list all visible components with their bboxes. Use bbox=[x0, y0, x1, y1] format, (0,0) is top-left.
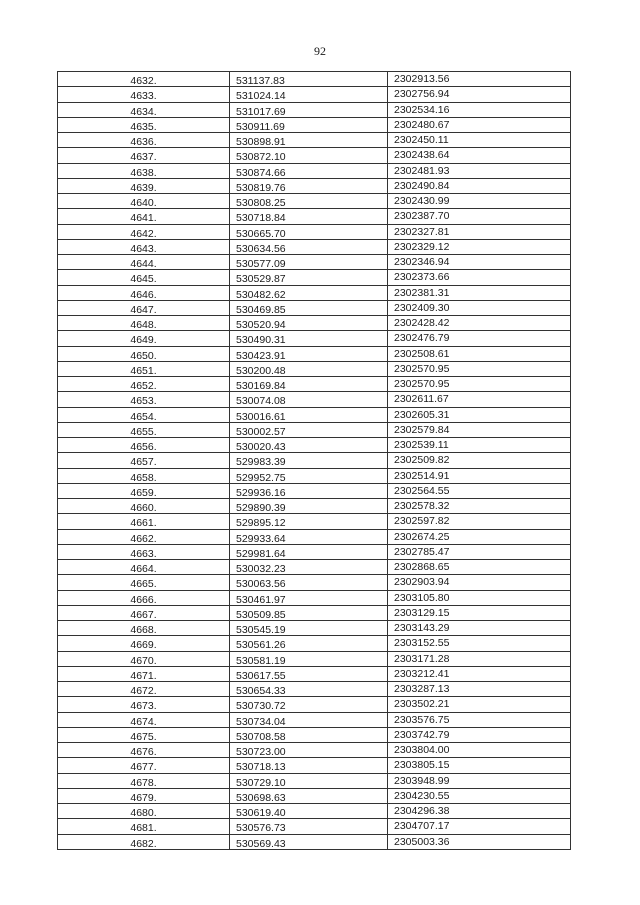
y-coordinate-cell: 2302570.95 bbox=[394, 362, 450, 375]
y-coordinate-cell: 2303804.00 bbox=[394, 744, 450, 756]
y-coordinate-cell: 2302570.95 bbox=[394, 378, 450, 390]
point-number-cell: 4680. bbox=[58, 804, 230, 818]
x-coordinate-cell: 530654.33 bbox=[230, 682, 388, 696]
x-coordinate-cell: 530808.25 bbox=[230, 194, 388, 208]
y-coordinate-cell: 2302329.12 bbox=[394, 240, 450, 253]
x-coordinate-cell: 530874.66 bbox=[230, 164, 388, 178]
table-row bbox=[58, 819, 570, 834]
table-row bbox=[58, 545, 570, 560]
x-coordinate-cell: 530490.31 bbox=[230, 331, 388, 345]
table-row bbox=[58, 423, 570, 438]
y-coordinate-cell: 2303212.41 bbox=[394, 667, 450, 680]
y-coordinate-cell: 2302387.70 bbox=[394, 210, 450, 223]
x-coordinate-cell: 530718.84 bbox=[230, 209, 388, 223]
x-coordinate-cell: 530723.00 bbox=[230, 743, 388, 757]
y-coordinate-cell: 2304296.38 bbox=[394, 805, 450, 817]
y-coordinate-cell: 2303948.99 bbox=[394, 774, 450, 787]
y-coordinate-cell: 2303171.28 bbox=[394, 652, 450, 665]
y-coordinate-cell: 2303287.13 bbox=[394, 683, 450, 695]
table-row bbox=[58, 377, 570, 392]
x-coordinate-cell: 530529.87 bbox=[230, 270, 388, 284]
point-number-cell: 4649. bbox=[58, 331, 230, 345]
point-number-cell: 4639. bbox=[58, 179, 230, 193]
table-row bbox=[58, 667, 570, 682]
table-row bbox=[58, 835, 570, 850]
y-coordinate-cell: 2302868.65 bbox=[394, 561, 450, 573]
table-row bbox=[58, 514, 570, 529]
table-row bbox=[58, 103, 570, 118]
y-coordinate-cell: 2302597.82 bbox=[394, 515, 450, 528]
y-coordinate-cell: 2302476.79 bbox=[394, 332, 450, 345]
y-coordinate-cell: 2302514.91 bbox=[394, 469, 450, 482]
x-coordinate-cell: 530569.43 bbox=[230, 835, 388, 849]
point-number-cell: 4660. bbox=[58, 499, 230, 513]
x-coordinate-cell: 530872.10 bbox=[230, 148, 388, 162]
y-coordinate-cell: 2303143.29 bbox=[394, 622, 450, 634]
x-coordinate-cell: 530911.69 bbox=[230, 118, 388, 132]
x-coordinate-cell: 530002.57 bbox=[230, 423, 388, 437]
point-number-cell: 4678. bbox=[58, 774, 230, 788]
x-coordinate-cell: 530561.26 bbox=[230, 636, 388, 650]
x-coordinate-cell: 530617.55 bbox=[230, 667, 388, 681]
table-row bbox=[58, 240, 570, 255]
table-row bbox=[58, 331, 570, 346]
x-coordinate-cell: 530423.91 bbox=[230, 347, 388, 361]
x-coordinate-cell: 530708.58 bbox=[230, 728, 388, 742]
table-row bbox=[58, 209, 570, 224]
x-coordinate-cell: 530718.13 bbox=[230, 758, 388, 772]
point-number-cell: 4654. bbox=[58, 408, 230, 422]
point-number-cell: 4682. bbox=[58, 835, 230, 849]
x-coordinate-cell: 530734.04 bbox=[230, 713, 388, 727]
x-coordinate-cell: 530482.62 bbox=[230, 286, 388, 300]
x-coordinate-cell: 529952.75 bbox=[230, 469, 388, 483]
point-number-cell: 4637. bbox=[58, 148, 230, 162]
x-coordinate-cell: 530729.10 bbox=[230, 774, 388, 788]
x-coordinate-cell: 530581.19 bbox=[230, 652, 388, 666]
point-number-cell: 4642. bbox=[58, 225, 230, 239]
table-row bbox=[58, 713, 570, 728]
y-coordinate-cell: 2302481.93 bbox=[394, 164, 450, 177]
point-number-cell: 4665. bbox=[58, 575, 230, 589]
y-coordinate-cell: 2302913.56 bbox=[394, 73, 450, 85]
point-number-cell: 4655. bbox=[58, 423, 230, 437]
x-coordinate-cell: 530577.09 bbox=[230, 255, 388, 269]
x-coordinate-cell: 531024.14 bbox=[230, 87, 388, 101]
y-coordinate-cell: 2302346.94 bbox=[394, 256, 450, 268]
point-number-cell: 4670. bbox=[58, 652, 230, 666]
x-coordinate-cell: 530469.85 bbox=[230, 301, 388, 315]
table-row bbox=[58, 438, 570, 453]
table-row bbox=[58, 347, 570, 362]
point-number-cell: 4675. bbox=[58, 728, 230, 742]
y-coordinate-cell: 2302509.82 bbox=[394, 454, 450, 467]
y-coordinate-cell: 2302430.99 bbox=[394, 195, 450, 207]
x-coordinate-cell: 529895.12 bbox=[230, 514, 388, 528]
point-number-cell: 4677. bbox=[58, 758, 230, 772]
x-coordinate-cell: 530898.91 bbox=[230, 133, 388, 147]
y-coordinate-cell: 2302450.11 bbox=[394, 134, 449, 146]
point-number-cell: 4671. bbox=[58, 667, 230, 681]
x-coordinate-cell: 530545.19 bbox=[230, 621, 388, 635]
x-coordinate-cell: 529983.39 bbox=[230, 453, 388, 467]
coordinates-table bbox=[57, 71, 571, 850]
point-number-cell: 4634. bbox=[58, 103, 230, 117]
y-coordinate-cell: 2304707.17 bbox=[394, 820, 450, 833]
point-number-cell: 4643. bbox=[58, 240, 230, 254]
y-coordinate-cell: 2304230.55 bbox=[394, 789, 450, 802]
table-row bbox=[58, 758, 570, 773]
table-row bbox=[58, 697, 570, 712]
table-row bbox=[58, 148, 570, 163]
y-coordinate-cell: 2302539.11 bbox=[394, 439, 449, 451]
y-coordinate-cell: 2302578.32 bbox=[394, 500, 450, 512]
y-coordinate-cell: 2302756.94 bbox=[394, 88, 450, 101]
y-coordinate-cell: 2303502.21 bbox=[394, 698, 450, 711]
x-coordinate-cell: 530016.61 bbox=[230, 408, 388, 422]
table-row bbox=[58, 316, 570, 331]
x-coordinate-cell: 530200.48 bbox=[230, 362, 388, 376]
x-coordinate-cell: 530665.70 bbox=[230, 225, 388, 239]
point-number-cell: 4636. bbox=[58, 133, 230, 147]
y-coordinate-cell: 2302785.47 bbox=[394, 545, 450, 558]
point-number-cell: 4667. bbox=[58, 606, 230, 620]
y-coordinate-cell: 2302605.31 bbox=[394, 408, 450, 421]
x-coordinate-cell: 530619.40 bbox=[230, 804, 388, 818]
point-number-cell: 4657. bbox=[58, 453, 230, 467]
point-number-cell: 4651. bbox=[58, 362, 230, 376]
y-coordinate-cell: 2303805.15 bbox=[394, 759, 450, 772]
table-row bbox=[58, 225, 570, 240]
y-coordinate-cell: 2302490.84 bbox=[394, 179, 450, 192]
table-row bbox=[58, 118, 570, 133]
table-row bbox=[58, 743, 570, 758]
point-number-cell: 4666. bbox=[58, 591, 230, 605]
y-coordinate-cell: 2302409.30 bbox=[394, 301, 450, 314]
x-coordinate-cell: 530169.84 bbox=[230, 377, 388, 391]
page-number: 92 bbox=[314, 44, 326, 58]
y-coordinate-cell: 2302564.55 bbox=[394, 484, 450, 497]
table-row bbox=[58, 621, 570, 636]
y-coordinate-cell: 2302508.61 bbox=[394, 347, 450, 360]
point-number-cell: 4647. bbox=[58, 301, 230, 315]
x-coordinate-cell: 529933.64 bbox=[230, 530, 388, 544]
x-coordinate-cell: 530020.43 bbox=[230, 438, 388, 452]
point-number-cell: 4673. bbox=[58, 697, 230, 711]
point-number-cell: 4644. bbox=[58, 255, 230, 269]
table-row bbox=[58, 636, 570, 651]
point-number-cell: 4646. bbox=[58, 286, 230, 300]
point-number-cell: 4669. bbox=[58, 636, 230, 650]
y-coordinate-cell: 2302381.31 bbox=[394, 286, 450, 299]
table-row bbox=[58, 72, 570, 87]
table-row bbox=[58, 728, 570, 743]
y-coordinate-cell: 2303129.15 bbox=[394, 606, 450, 619]
y-coordinate-cell: 2303105.80 bbox=[394, 591, 450, 604]
table-row bbox=[58, 530, 570, 545]
table-row bbox=[58, 652, 570, 667]
table-row bbox=[58, 179, 570, 194]
point-number-cell: 4658. bbox=[58, 469, 230, 483]
table-row bbox=[58, 194, 570, 209]
table-row bbox=[58, 469, 570, 484]
table-row bbox=[58, 484, 570, 499]
point-number-cell: 4664. bbox=[58, 560, 230, 574]
y-coordinate-cell: 2302428.42 bbox=[394, 317, 450, 329]
table-row bbox=[58, 408, 570, 423]
x-coordinate-cell: 531017.69 bbox=[230, 103, 388, 117]
x-coordinate-cell: 530461.97 bbox=[230, 591, 388, 605]
x-coordinate-cell: 530074.08 bbox=[230, 392, 388, 406]
x-coordinate-cell: 530698.63 bbox=[230, 789, 388, 803]
x-coordinate-cell: 530819.76 bbox=[230, 179, 388, 193]
point-number-cell: 4641. bbox=[58, 209, 230, 223]
point-number-cell: 4653. bbox=[58, 392, 230, 406]
y-coordinate-cell: 2302438.64 bbox=[394, 149, 450, 162]
y-coordinate-cell: 2303742.79 bbox=[394, 728, 450, 741]
x-coordinate-cell: 530730.72 bbox=[230, 697, 388, 711]
x-coordinate-cell: 530576.73 bbox=[230, 819, 388, 833]
point-number-cell: 4633. bbox=[58, 87, 230, 101]
y-coordinate-cell: 2302579.84 bbox=[394, 423, 450, 436]
x-coordinate-cell: 529890.39 bbox=[230, 499, 388, 513]
point-number-cell: 4638. bbox=[58, 164, 230, 178]
point-number-cell: 4662. bbox=[58, 530, 230, 544]
point-number-cell: 4668. bbox=[58, 621, 230, 635]
point-number-cell: 4632. bbox=[58, 72, 230, 86]
point-number-cell: 4672. bbox=[58, 682, 230, 696]
y-coordinate-cell: 2302611.67 bbox=[394, 393, 449, 406]
point-number-cell: 4663. bbox=[58, 545, 230, 559]
y-coordinate-cell: 2302534.16 bbox=[394, 103, 450, 116]
point-number-cell: 4650. bbox=[58, 347, 230, 361]
point-number-cell: 4679. bbox=[58, 789, 230, 803]
y-coordinate-cell: 2302480.67 bbox=[394, 118, 450, 131]
point-number-cell: 4640. bbox=[58, 194, 230, 208]
x-coordinate-cell: 530063.56 bbox=[230, 575, 388, 589]
table-row bbox=[58, 575, 570, 590]
table-row bbox=[58, 301, 570, 316]
y-coordinate-cell: 2302903.94 bbox=[394, 576, 450, 589]
x-coordinate-cell: 530032.23 bbox=[230, 560, 388, 574]
table-row bbox=[58, 453, 570, 468]
table-row bbox=[58, 789, 570, 804]
x-coordinate-cell: 530509.85 bbox=[230, 606, 388, 620]
table-row bbox=[58, 87, 570, 102]
point-number-cell: 4659. bbox=[58, 484, 230, 498]
y-coordinate-cell: 2302674.25 bbox=[394, 530, 450, 543]
point-number-cell: 4635. bbox=[58, 118, 230, 132]
point-number-cell: 4648. bbox=[58, 316, 230, 330]
point-number-cell: 4656. bbox=[58, 438, 230, 452]
table-row bbox=[58, 362, 570, 377]
x-coordinate-cell: 530634.56 bbox=[230, 240, 388, 254]
point-number-cell: 4661. bbox=[58, 514, 230, 528]
y-coordinate-cell: 2305003.36 bbox=[394, 835, 450, 848]
y-coordinate-cell: 2303152.55 bbox=[394, 637, 450, 650]
x-coordinate-cell: 530520.94 bbox=[230, 316, 388, 330]
table-row bbox=[58, 804, 570, 819]
point-number-cell: 4652. bbox=[58, 377, 230, 391]
point-number-cell: 4681. bbox=[58, 819, 230, 833]
y-coordinate-cell: 2302327.81 bbox=[394, 225, 450, 238]
point-number-cell: 4676. bbox=[58, 743, 230, 757]
table-row bbox=[58, 286, 570, 301]
table-row bbox=[58, 133, 570, 148]
table-row bbox=[58, 270, 570, 285]
table-row bbox=[58, 591, 570, 606]
table-row bbox=[58, 560, 570, 575]
y-coordinate-cell: 2303576.75 bbox=[394, 713, 450, 726]
table-row bbox=[58, 606, 570, 621]
point-number-cell: 4674. bbox=[58, 713, 230, 727]
point-number-cell: 4645. bbox=[58, 270, 230, 284]
table-row bbox=[58, 392, 570, 407]
table-row bbox=[58, 499, 570, 514]
x-coordinate-cell: 529936.16 bbox=[230, 484, 388, 498]
table-row bbox=[58, 774, 570, 789]
x-coordinate-cell: 529981.64 bbox=[230, 545, 388, 559]
table-row bbox=[58, 164, 570, 179]
x-coordinate-cell: 531137.83 bbox=[230, 72, 388, 86]
table-row bbox=[58, 682, 570, 697]
y-coordinate-cell: 2302373.66 bbox=[394, 271, 450, 284]
table-row bbox=[58, 255, 570, 270]
